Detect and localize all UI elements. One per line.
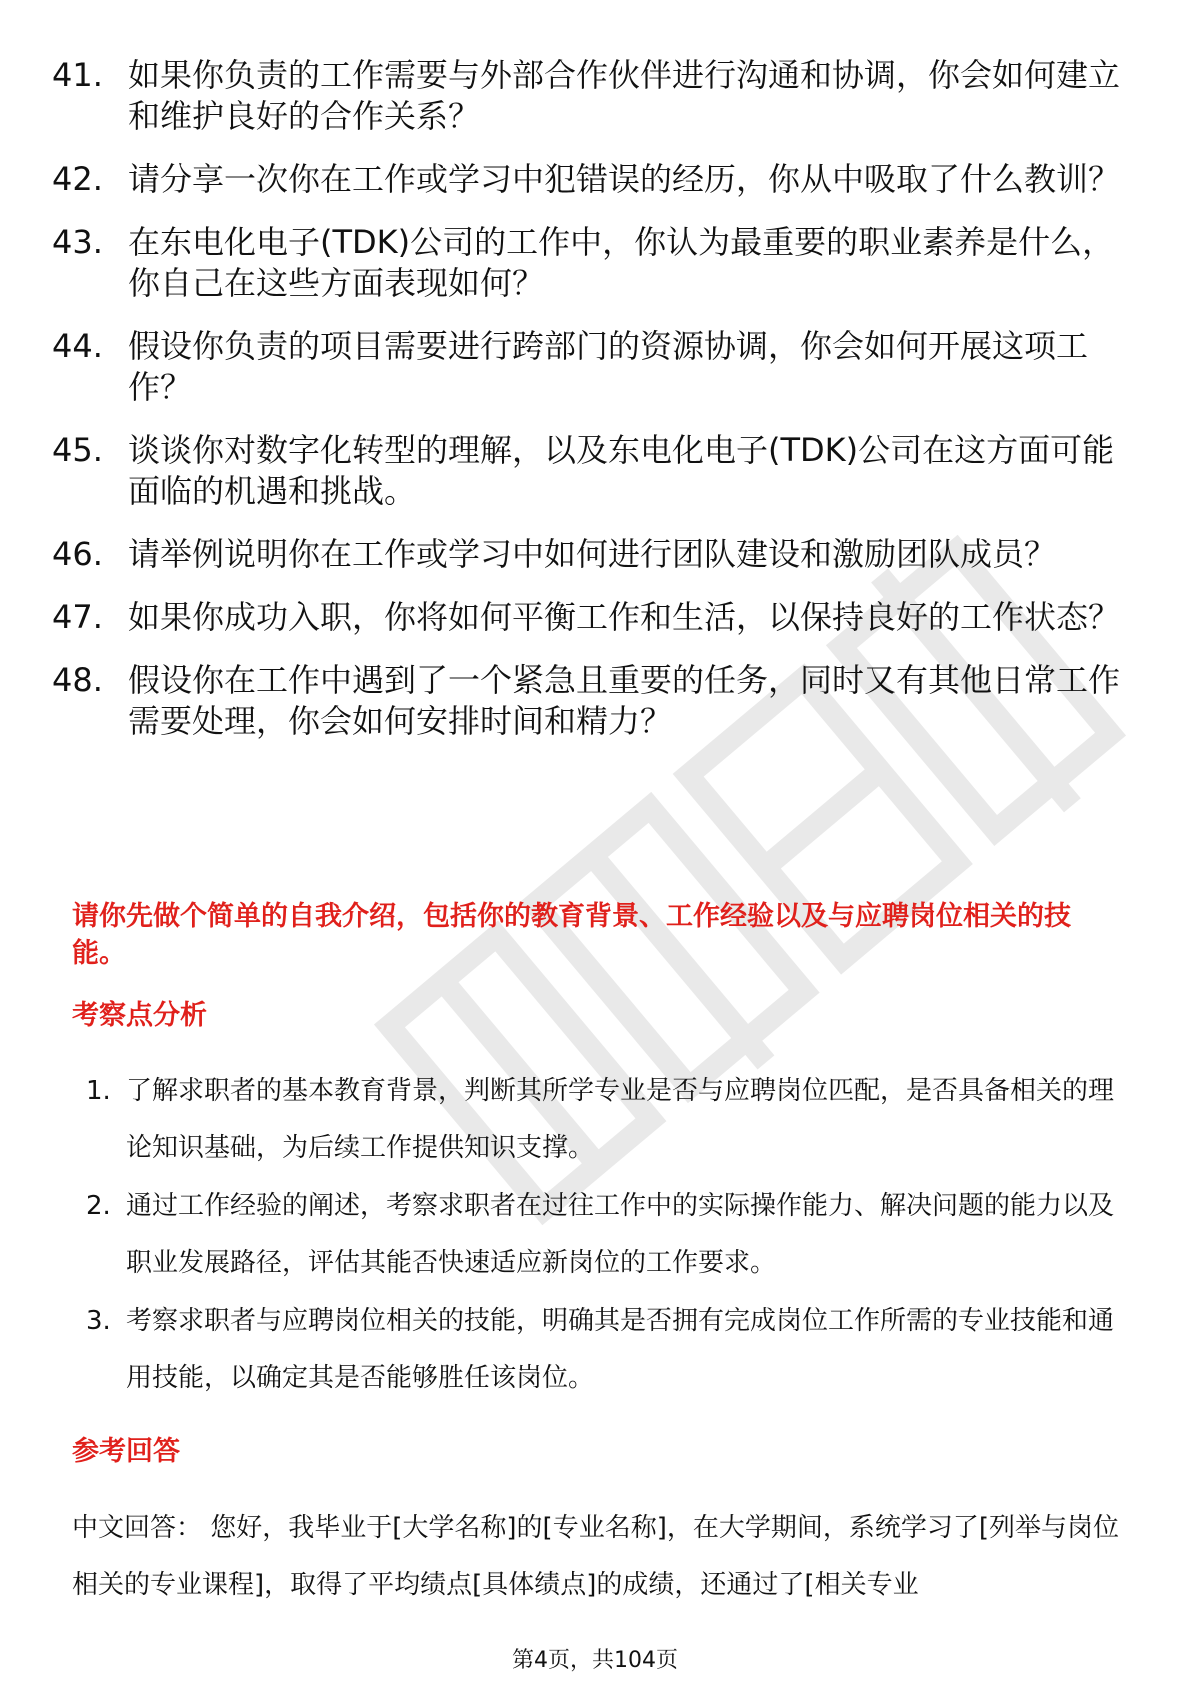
question-number: 45.	[52, 431, 103, 469]
analysis-item	[86, 1063, 1126, 1177]
answer-text: 中文回答： 您好，我毕业于[大学名称]的[专业名称]，在大学期间，系统学习了[列举与岗位相关的专业课程]，取得了平均绩点[具体绩点]的成绩，还通过了[相关专业	[72, 1513, 1119, 1600]
question-item	[52, 159, 1132, 200]
question-list	[52, 55, 1132, 764]
question-number: 41.	[52, 56, 103, 94]
page-footer: 第4页，共104页	[512, 1648, 678, 1673]
question-number: 48.	[52, 661, 103, 699]
question-text: 假设你在工作中遇到了一个紧急且重要的任务，同时又有其他日常工作需要处理，你会如何安排时间和精力？	[128, 661, 1121, 740]
question-text: 在东电化电子(TDK)公司的工作中，你认为最重要的职业素养是什么，你自己在这些方面表现如何？	[128, 223, 1115, 302]
question-item	[52, 326, 1132, 408]
question-text: 谈谈你对数字化转型的理解，以及东电化电子(TDK)公司在这方面可能面临的机遇和挑战。	[128, 431, 1115, 510]
question-number: 42.	[52, 160, 103, 198]
question-item	[52, 660, 1132, 742]
question-item	[52, 430, 1132, 512]
answer-heading: 参考回答	[72, 1436, 180, 1467]
question-item	[52, 534, 1132, 575]
analysis-item	[86, 1178, 1126, 1292]
question-text: 请分享一次你在工作或学习中犯错误的经历，你从中吸取了什么教训？	[128, 160, 1121, 198]
question-number: 44.	[52, 327, 103, 365]
question-item	[52, 597, 1132, 638]
analysis-text: 考察求职者与应聘岗位相关的技能，明确其是否拥有完成岗位工作所需的专业技能和通用技能，以确定其是否能够胜任该岗位。	[126, 1306, 1115, 1393]
analysis-text: 了解求职者的基本教育背景，判断其所学专业是否与应聘岗位匹配，是否具备相关的理论知识基础，为后续工作提供知识支撑。	[126, 1076, 1115, 1163]
question-number: 47.	[52, 598, 103, 636]
analysis-number: 1.	[86, 1076, 111, 1106]
question-text: 请举例说明你在工作或学习中如何进行团队建设和激励团队成员？	[128, 535, 1057, 573]
analysis-number: 3.	[86, 1306, 111, 1336]
question-item	[52, 222, 1132, 304]
interview-prompt: 请你先做个简单的自我介绍，包括你的教育背景、工作经验以及与应聘岗位相关的技能。	[72, 901, 1071, 969]
analysis-text: 通过工作经验的阐述，考察求职者在过往工作中的实际操作能力、解决问题的能力以及职业发展路径，评估其能否快速适应新岗位的工作要求。	[126, 1191, 1115, 1278]
analysis-item	[86, 1293, 1126, 1407]
question-number: 46.	[52, 535, 103, 573]
analysis-heading: 考察点分析	[72, 1000, 207, 1031]
question-text: 假设你负责的项目需要进行跨部门的资源协调，你会如何开展这项工作？	[128, 327, 1089, 406]
question-item	[52, 55, 1132, 137]
question-text: 如果你负责的工作需要与外部合作伙伴进行沟通和协调，你会如何建立和维护良好的合作关系？	[128, 56, 1121, 135]
analysis-list	[86, 1063, 1126, 1408]
question-number: 43.	[52, 223, 103, 261]
question-text: 如果你成功入职，你将如何平衡工作和生活，以保持良好的工作状态？	[128, 598, 1121, 636]
analysis-number: 2.	[86, 1191, 111, 1221]
